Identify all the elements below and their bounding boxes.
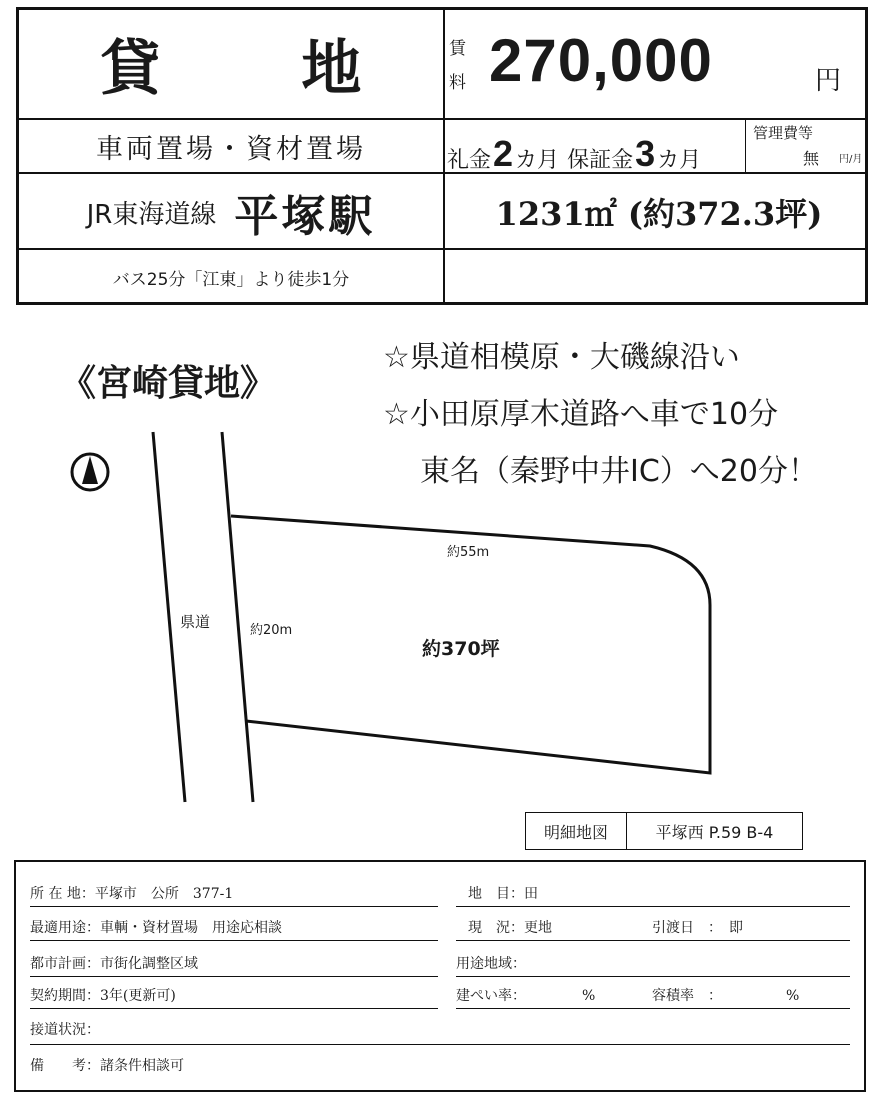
land-category: 地 目：田 xyxy=(468,886,538,902)
city-planning: 都市計画：市街化調整区域 xyxy=(30,956,198,972)
remarks: 備 考：諸条件相談可 xyxy=(30,1058,184,1074)
bcr-label: 建ぺい率： xyxy=(456,988,526,1004)
handover: 引渡日 ： 即 xyxy=(652,920,743,936)
details-panel xyxy=(14,860,866,1092)
contract-term: 契約期間：3年(更新可) xyxy=(30,988,176,1004)
road-label: 県道 xyxy=(180,613,211,631)
rent-unit: 円 xyxy=(815,66,842,96)
page-title: 貸 地 xyxy=(100,34,422,104)
area-label: 約370坪 xyxy=(422,638,500,660)
nearest-station: JR東海道線 平塚駅 xyxy=(86,191,376,242)
far-label: 容積率 ： xyxy=(652,988,722,1004)
north-icon xyxy=(72,454,108,490)
zoning: 用途地域： xyxy=(456,956,526,972)
divider-vertical xyxy=(745,120,746,172)
land-area: 1231㎡ (約372.3坪) xyxy=(495,195,823,233)
feature-3: 東名（秦野中井IC）へ20分！ xyxy=(420,454,818,489)
location: 所 在 地：平塚市 公所 377-1 xyxy=(30,886,234,902)
usage: 車両置場・資材置場 xyxy=(96,133,366,165)
far-unit: % xyxy=(786,988,800,1004)
feature-1: ☆県道相模原・大磯線沿い xyxy=(383,340,740,375)
road-access: 接道状況： xyxy=(30,1022,100,1038)
rent-label: 賃 料 xyxy=(449,39,466,93)
bus-access: バス25分「江東」より徒歩1分 xyxy=(112,270,350,290)
divider-vertical xyxy=(443,10,445,305)
feature-2: ☆小田原厚木道路へ車で10分 xyxy=(383,397,779,432)
best-use: 最適用途：車輌・資材置場 用途応相談 xyxy=(30,920,282,936)
site-map xyxy=(0,420,883,820)
fees: 礼金 2 カ月 保証金 3 カ月 xyxy=(447,133,702,174)
header-table xyxy=(16,7,868,305)
map-reference: 明細地図 平塚西 P.59 B-4 xyxy=(525,812,803,850)
rent-value: 270,000 xyxy=(489,27,713,94)
bcr-unit: % xyxy=(582,988,596,1004)
road-edge xyxy=(222,432,253,802)
current-state: 現 況：更地 xyxy=(468,920,552,936)
property-name: 《宮崎貸地》 xyxy=(60,362,277,404)
width-label: 約20m xyxy=(250,623,293,638)
length-label: 約55m xyxy=(447,545,490,560)
management-fee: 管理費等 無 円/月 xyxy=(753,124,863,168)
